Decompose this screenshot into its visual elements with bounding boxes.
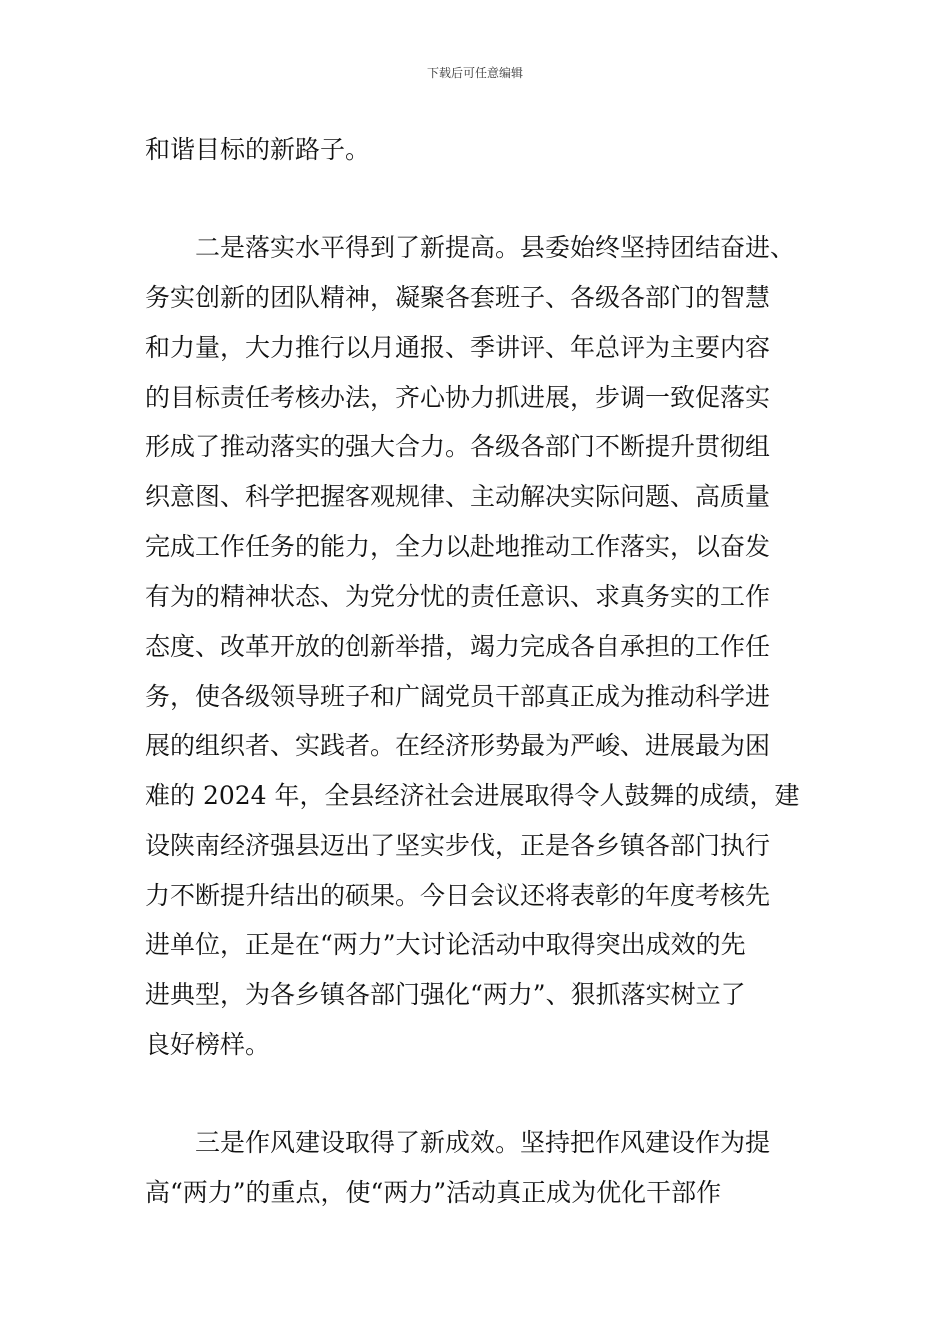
paragraph-2-line-15: 进单位，正是在“两力”大讨论活动中取得突出成效的先 [145,930,746,959]
paragraph-2-line-2: 务实创新的团队精神，凝聚各套班子、各级各部门的智慧 [145,283,771,312]
paragraph-2-line-11: 展的组织者、实践者。在经济形势最为严峻、进展最为困 [145,731,771,760]
paragraph-2-line-16: 进典型，为各乡镇各部门强化“两力”、狠抓落实树立了 [145,980,746,1009]
paragraph-2-line-5: 形成了推动落实的强大合力。各级各部门不断提升贯彻组 [145,432,771,461]
paragraph-2-line-9: 态度、改革开放的创新举措，竭力完成各自承担的工作任 [145,632,771,661]
paragraph-2-line-17: 良好榜样。 [145,1030,271,1059]
paragraph-2-line-6: 织意图、科学把握客观规律、主动解决实际问题、高质量 [145,482,771,511]
page-header: 下载后可任意编辑 [426,66,523,80]
paragraph-3-line-1: 三是作风建设取得了新成效。坚持把作风建设作为提 [195,1128,771,1157]
paragraph-2-line-14: 力不断提升结出的硕果。今日会议还将表彰的年度考核先 [145,881,771,910]
paragraph-2-line-8: 有为的精神状态、为党分忧的责任意识、求真务实的工作 [145,582,771,611]
paragraph-2-line-10: 务，使各级领导班子和广阔党员干部真正成为推动科学进 [145,682,771,711]
paragraph-2-line-1: 二是落实水平得到了新提高。县委始终坚持团结奋进、 [195,233,796,262]
paragraph-2-line-7: 完成工作任务的能力，全力以赴地推动工作落实，以奋发 [145,532,771,561]
paragraph-2-line-3: 和力量，大力推行以月通报、季讲评、年总评为主要内容 [145,333,771,362]
paragraph-2-line-4: 的目标责任考核办法，齐心协力抓进展，步调一致促落实 [145,383,771,412]
paragraph-3-line-2: 高“两力”的重点，使“两力”活动真正成为优化干部作 [145,1178,722,1207]
paragraph-2-line-12: 难的 2024 年，全县经济社会进展取得令人鼓舞的成绩，建 [145,781,800,810]
paragraph-1-line-1: 和谐目标的新路子。 [145,135,371,164]
paragraph-2-line-13: 设陕南经济强县迈出了坚实步伐，正是各乡镇各部门执行 [145,831,771,860]
